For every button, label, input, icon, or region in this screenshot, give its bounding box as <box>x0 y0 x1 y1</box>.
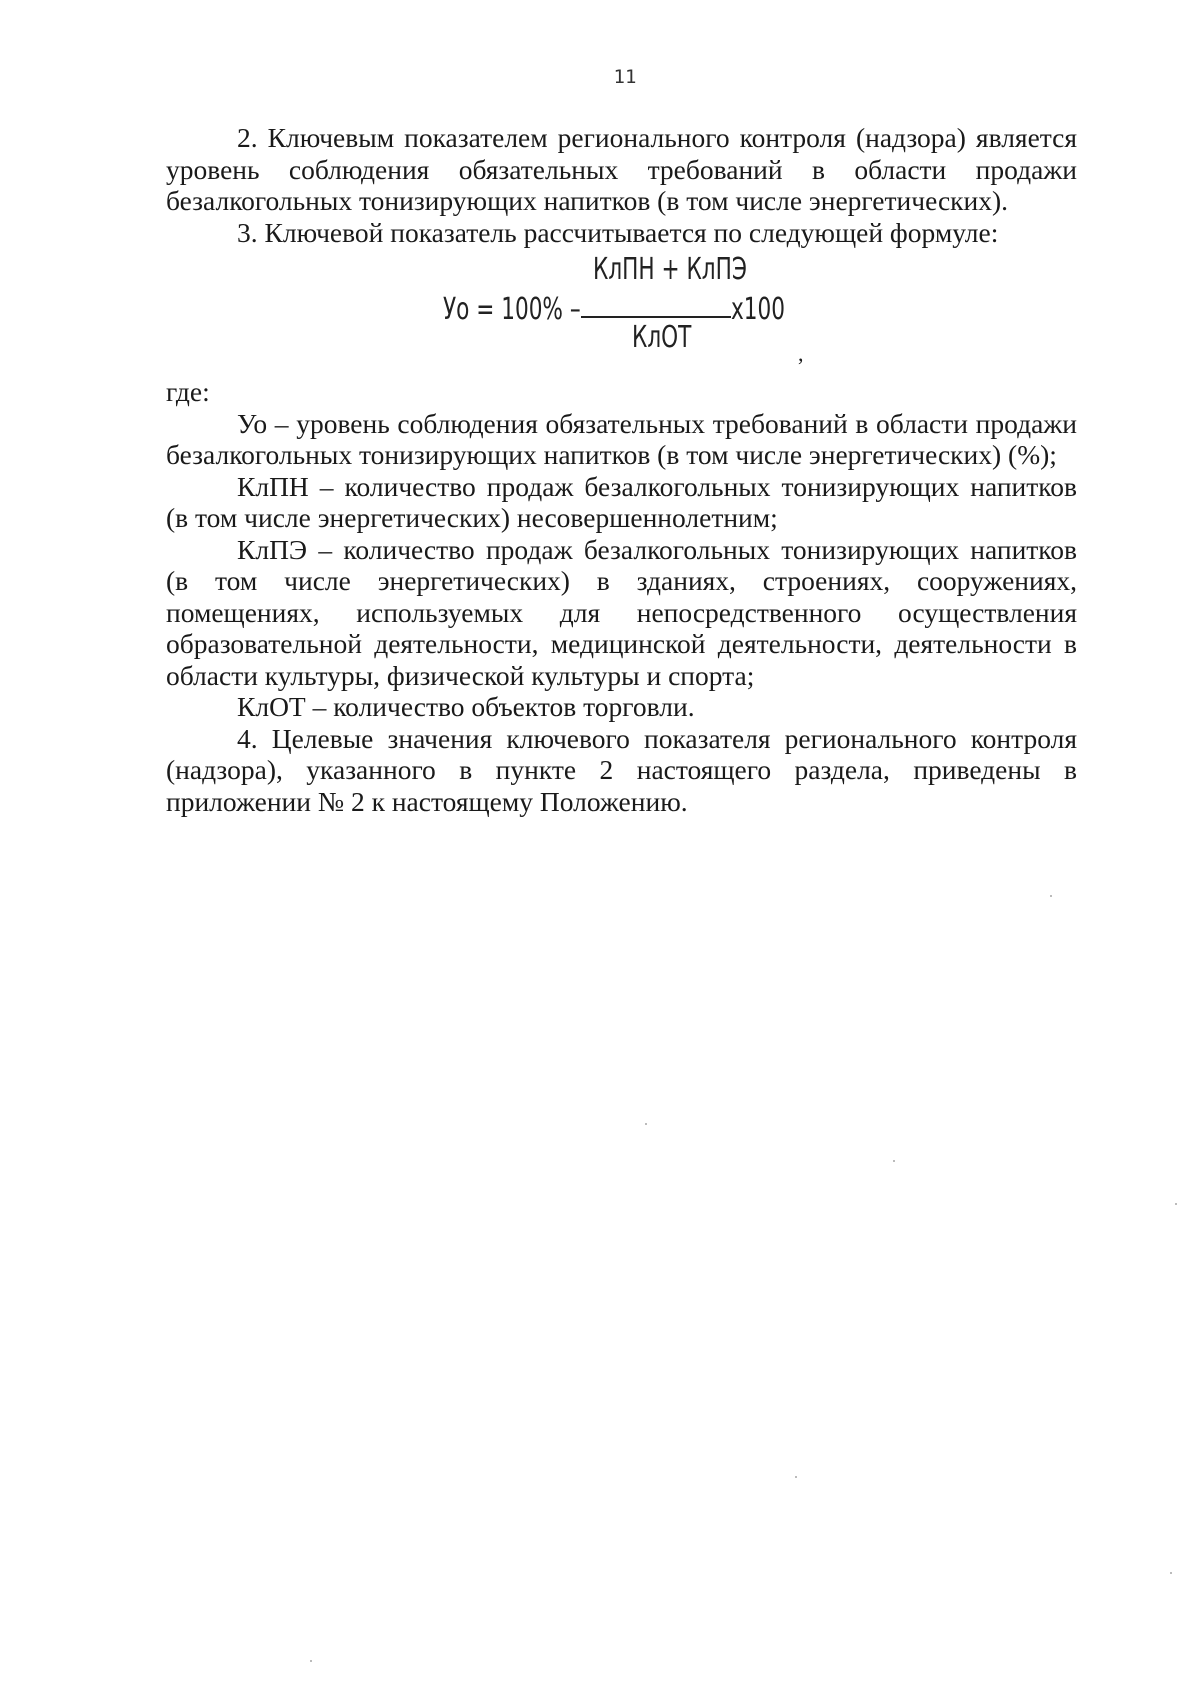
fraction-bar <box>581 316 731 318</box>
definition-klot: КлОТ – количество объектов торговли. <box>237 691 695 722</box>
scan-speck <box>795 1476 797 1478</box>
definition-klpe: КлПЭ – количество продаж безалкогольных тонизирующих напитков (в том числе энергетических) в зданиях, строениях, сооружениях, помещениях, используемых для непосредственного осуществления образовательной деятельности, медицинской деятельности, деятельности в области культуры, физической культуры и спорта; <box>166 533 1077 691</box>
paragraph-target-values: 4. Целевые значения ключевого показателя регионального контроля (надзора), указанного в пункте 2 настоящего раздела, приведены в приложении № 2 к настоящему Положению. <box>166 722 1077 817</box>
formula-multiplier: х100 <box>731 292 786 327</box>
definition-uo: Уо – уровень соблюдения обязательных требований в области продажи безалкогольных тонизирующих напитков (в том числе энергетических) (%); <box>166 407 1077 470</box>
page-number: 11 <box>613 66 637 88</box>
formula-numerator: КлПН + КлПЭ <box>593 252 747 287</box>
formula-denominator: КлОТ <box>632 320 692 355</box>
formula-lhs: Уо = 100% – <box>443 292 581 327</box>
scan-speck <box>310 1660 312 1662</box>
formula-trailing-comma: , <box>798 341 804 366</box>
scan-speck <box>893 1160 895 1162</box>
document-body <box>166 122 1077 817</box>
formula-block <box>166 254 1077 374</box>
where-label: где: <box>166 376 210 407</box>
paragraph-formula-intro: 3. Ключевой показатель рассчитывается по следующей формуле: <box>237 216 999 248</box>
definition-klpn: КлПН – количество продаж безалкогольных тонизирующих напитков (в том числе энергетических) несовершеннолетним; <box>166 470 1077 533</box>
scan-speck <box>1175 1203 1177 1205</box>
scan-speck <box>1170 1572 1172 1574</box>
scan-speck <box>645 1123 647 1125</box>
formula <box>443 254 833 364</box>
scan-speck <box>1050 895 1052 897</box>
paragraph-key-indicator: 2. Ключевым показателем регионального контроля (надзора) является уровень соблюдения обязательных требований в области продажи безалкогольных тонизирующих напитков (в том числе энергетических). <box>166 122 1077 216</box>
